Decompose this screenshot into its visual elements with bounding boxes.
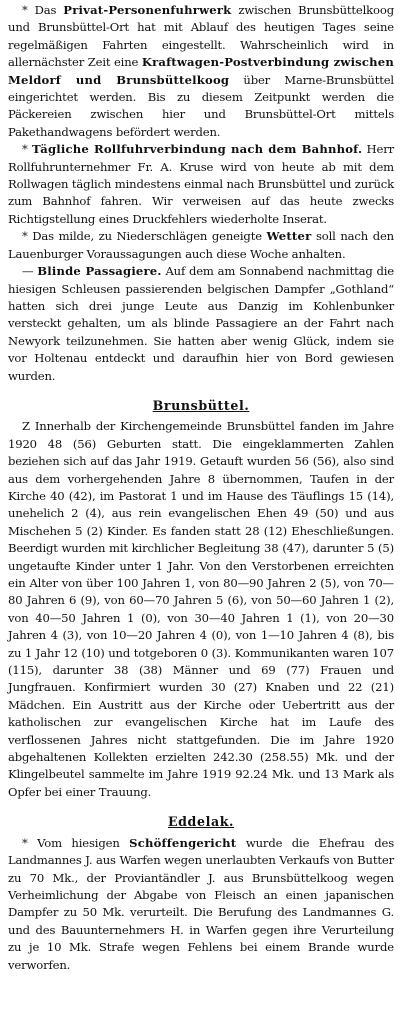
article-body: Auf dem am Sonnabend nachmittag die hiesigen Schleusen passierenden belgischen Dampfer „Gothland“ hatten sich drei junge Leute aus Danzig im Kohlenbunker versteckt gehalten, um als blinde Passagiere an der Fahrt nach Newyork teilzunehmen. Sie hatten aber wenig Glück, indem sie vor Holtenau entdeckt und daraufhin hier von Bord gewiesen wurden. xyxy=(8,264,394,383)
article-kirchengemeinde xyxy=(8,418,394,801)
article-body: wurde die Ehefrau des Landmannes J. aus Warfen wegen unerlaubten Verkaufs von Butter zu 70 Mk., der Proviantändler J. aus Brunsbüttelkoog wegen Verheimlichung der Abgabe von Fleisch an einen japanischen Dampfer zu 50 Mk. verurteilt. Die Berufung des Landmannes G. und des Bauunternehmers H. in Warfen gegen ihre Verurteilung zu je 10 Mk. Strafe wegen Fehlens bei einem Brande wurde verworfen. xyxy=(8,835,394,972)
article-body: zwischen Brunsbüttelkoog und Brunsbüttel-Ort hat mit Ablauf des heutigen Tages seine regelmäßigen Fahrten eingestellt. Wahrscheinlich wird in allernächster Zeit eine xyxy=(8,3,394,70)
article-heading: Tägliche Rollfuhrverbindung nach dem Bahnhof. xyxy=(31,142,363,157)
article-body: Herr Rollfuhrunternehmer Fr. A. Kruse wird von heute ab mit dem Rollwagen täglich mindestens einmal nach Brunsbüttel und zurück zum Bahnhof fahren. Wir verweisen auf das heute zwecks Richtigstellung eines Druckfehlers wiederholte Inserat. xyxy=(8,142,394,226)
article-lead: — xyxy=(22,264,38,279)
article-lead: * Das milde, zu Niederschlägen geneigte xyxy=(22,229,267,244)
article-lead: * Das xyxy=(22,3,64,17)
article-blinde-passagiere xyxy=(8,263,394,385)
article-schoeffengericht xyxy=(8,835,394,974)
article-body: Z Innerhalb der Kirchengemeinde Brunsbüttel fanden im Jahre 1920 48 (56) Geburten statt. Die eingeklammerten Zahlen beziehen sich auf das Jahr 1919. Getauft wurden 56 (56), also sind aus dem vorhergehenden Jahre 8 übernommen, Taufen in der Kirche 40 (42), im Pastorat 1 und im Hause des Täuflings 15 (14), unehelich 2 (4), aus rein evangelischen Ehen 49 (50) und aus Mischehen 5 (2) Kinder. Es fanden statt 28 (12) Eheschließungen. Beerdigt wurden mit kirchlicher Begleitung 38 (47), darunter 5 (5) ungetaufte Kinder unter 1 Jahr. Von den Verstorbenen erreichten ein Alter von über 100 Jahren 1, von 80—90 Jahren 2 (5), von 70—80 Jahren 6 (9), von 60—70 Jahren 5 (6), von 50—60 Jahren 1 (2), von 40—50 Jahren 1 (0), von 30—40 Jahren 1 (1), von 20—30 Jahren 4 (3), von 10—20 Jahren 4 (0), von 1—10 Jahren 4 (8), bis zu 1 Jahr 12 (10) und totgeboren 0 (3). Kommunikanten waren 107 (115), darunter 38 (38) Männer und 69 (77) Frauen und Jungfrauen. Konfirmiert wurden 30 (27) Knaben und 22 (21) Mädchen. Ein Austritt aus der Kirche oder Uebertritt aus der katholischen zur evangelischen Kirche hat im Laufe des verflossenen Jahres nicht stattgefunden. Die im Jahre 1920 abgehaltenen Kollekten erzielten 242.30 (258.55) Mk. und der Klingelbeutel sammelte im Jahre 1919 92.24 Mk. und 13 Mark als Opfer bei einer Trauung. xyxy=(8,419,394,799)
article-lead: * Vom hiesigen xyxy=(22,835,130,850)
section-title-eddelak: Eddelak. xyxy=(167,814,235,830)
article-wetter xyxy=(8,228,394,263)
article-heading: Blinde Passagiere. xyxy=(37,264,162,279)
article-heading: Kraftwagen-Postverbindung zwischen Meldorf und Brunsbüttelkoog xyxy=(8,55,394,87)
article-heading: Wetter xyxy=(266,229,312,244)
section-title-brunsbuettel: Brunsbüttel. xyxy=(152,397,250,413)
article-rollfuhr xyxy=(8,141,394,228)
article-body: über Marne-Brunsbüttel eingerichtet werden. Bis zu diesem Zeitpunkt werden die Päckereien zwischen hier und Brunsbüttel-Ort mittels Pakethandwagens befördert werden. xyxy=(8,72,394,139)
article-lead: * xyxy=(22,142,32,157)
article-personenfuhrwerk xyxy=(8,2,394,141)
article-heading: Privat-Personenfuhrwerk xyxy=(63,3,232,17)
article-body: soll nach den Lauenburger Voraussagungen auch diese Woche anhalten. xyxy=(8,229,394,261)
article-heading: Schöffengericht xyxy=(129,835,237,850)
